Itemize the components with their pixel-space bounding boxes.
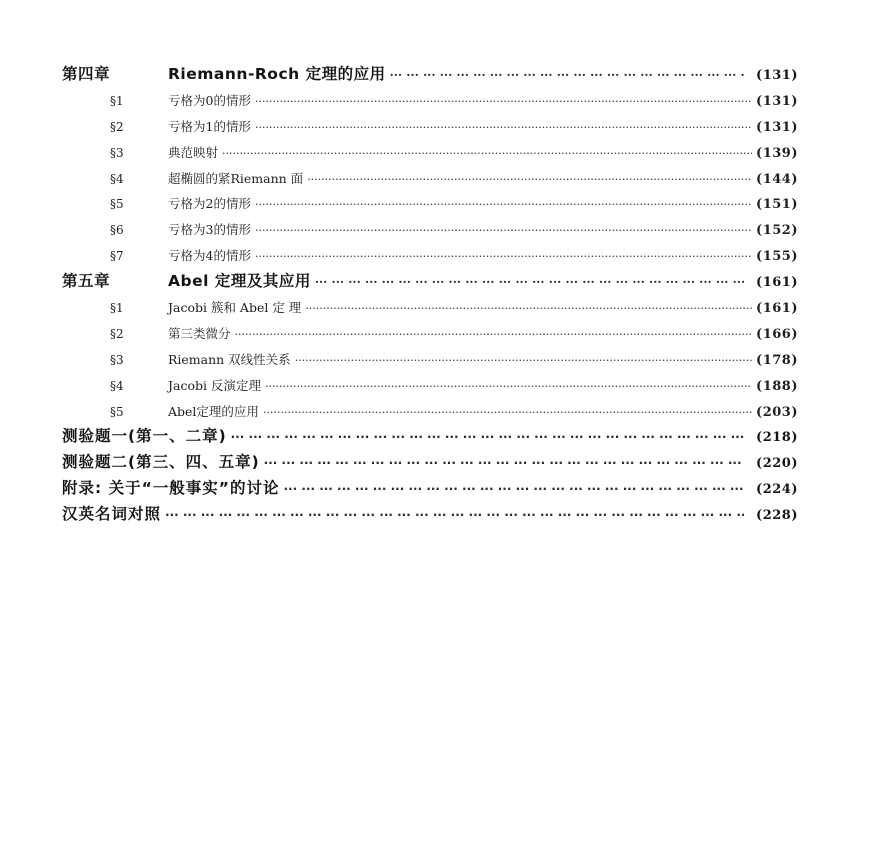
page-number: (203) — [756, 404, 798, 420]
section-title: Jacobi 簇和 Abel 定 理 — [168, 300, 302, 316]
appendix-entry[interactable] — [62, 424, 798, 450]
dot-leader — [263, 399, 752, 425]
dot-leader — [255, 114, 752, 140]
section-number: §4 — [110, 171, 124, 186]
chapter-heading[interactable] — [62, 62, 798, 88]
section-number: §5 — [110, 404, 124, 419]
section-title: Jacobi 反演定理 — [168, 377, 261, 393]
section-title: 亏格为0的情形 — [168, 92, 251, 108]
section-entry[interactable] — [62, 347, 798, 373]
section-number: §1 — [110, 301, 124, 316]
dot-leader — [165, 502, 744, 528]
page-number: (144) — [756, 171, 798, 187]
dot-leader — [264, 450, 744, 476]
page-number: (220) — [756, 456, 798, 472]
dot-leader — [305, 295, 752, 321]
chapter-number: 第四章 — [62, 65, 111, 83]
dot-leader — [231, 424, 744, 450]
section-number: §2 — [110, 119, 124, 134]
section-entry[interactable] — [62, 191, 798, 217]
page-number: (131) — [756, 93, 798, 109]
chapter-number: 第五章 — [62, 272, 111, 291]
section-title: 亏格为1的情形 — [168, 118, 251, 134]
page-number: (155) — [756, 249, 798, 265]
section-title: 超椭圆的紧Riemann 面 — [168, 170, 304, 186]
dot-leader — [255, 88, 752, 114]
dot-leader — [265, 373, 752, 399]
section-title: 亏格为2的情形 — [168, 196, 251, 212]
section-number: §1 — [110, 93, 124, 108]
page-number: (131) — [756, 119, 798, 135]
section-title: Abel定理的应用 — [168, 403, 259, 419]
page-number: (188) — [756, 378, 798, 394]
entry-title: 汉英名词对照 — [62, 505, 162, 524]
dot-leader — [255, 217, 752, 243]
table-of-contents — [62, 62, 798, 528]
section-entry[interactable] — [62, 88, 798, 114]
section-number: §4 — [110, 378, 124, 393]
dot-leader — [307, 166, 752, 192]
section-entry[interactable] — [62, 399, 798, 425]
page-number: (166) — [756, 326, 798, 342]
page-number: (152) — [756, 223, 798, 239]
appendix-entry[interactable] — [62, 450, 798, 476]
page-number: (131) — [756, 68, 798, 83]
page-number: (139) — [756, 145, 798, 161]
dot-leader — [255, 243, 752, 269]
section-entry[interactable] — [62, 243, 798, 269]
appendix-entry[interactable] — [62, 476, 798, 502]
chapter-heading[interactable] — [62, 269, 798, 295]
section-title: Riemann 双线性关系 — [168, 351, 291, 367]
page-number: (161) — [756, 275, 798, 291]
page-number: (218) — [756, 430, 798, 446]
section-title: 典范映射 — [168, 144, 219, 160]
section-title: 亏格为4的情形 — [168, 248, 251, 264]
chapter-title: Riemann-Roch 定理的应用 — [168, 65, 386, 83]
section-entry[interactable] — [62, 166, 798, 192]
section-title: 亏格为3的情形 — [168, 222, 251, 238]
page-number: (178) — [756, 352, 798, 368]
dot-leader — [295, 347, 752, 373]
section-number: §3 — [110, 145, 124, 160]
section-number: §3 — [110, 352, 124, 367]
dot-leader — [235, 321, 753, 347]
section-entry[interactable] — [62, 140, 798, 166]
section-title: 第三类微分 — [168, 325, 231, 341]
page-number: (151) — [756, 197, 798, 213]
dot-leader — [255, 191, 752, 217]
page-number: (224) — [756, 482, 798, 498]
section-entry[interactable] — [62, 217, 798, 243]
dot-leader — [315, 269, 744, 295]
section-entry[interactable] — [62, 295, 798, 321]
page-number: (161) — [756, 301, 798, 317]
section-number: §7 — [110, 249, 124, 264]
section-number: §2 — [110, 326, 124, 341]
appendix-entry[interactable] — [62, 502, 798, 528]
section-entry[interactable] — [62, 373, 798, 399]
section-entry[interactable] — [62, 114, 798, 140]
entry-title: 附录: 关于“一般事实”的讨论 — [62, 479, 280, 498]
entry-title: 测验题二(第三、四、五章) — [62, 453, 260, 472]
chapter-title: Abel 定理及其应用 — [168, 272, 311, 291]
section-number: §6 — [110, 223, 124, 238]
section-number: §5 — [110, 197, 124, 212]
entry-title: 测验题一(第一、二章) — [62, 427, 227, 446]
section-entry[interactable] — [62, 321, 798, 347]
dot-leader — [283, 476, 744, 502]
dot-leader — [222, 140, 752, 166]
dot-leader — [390, 62, 744, 88]
page-number: (228) — [756, 508, 798, 524]
